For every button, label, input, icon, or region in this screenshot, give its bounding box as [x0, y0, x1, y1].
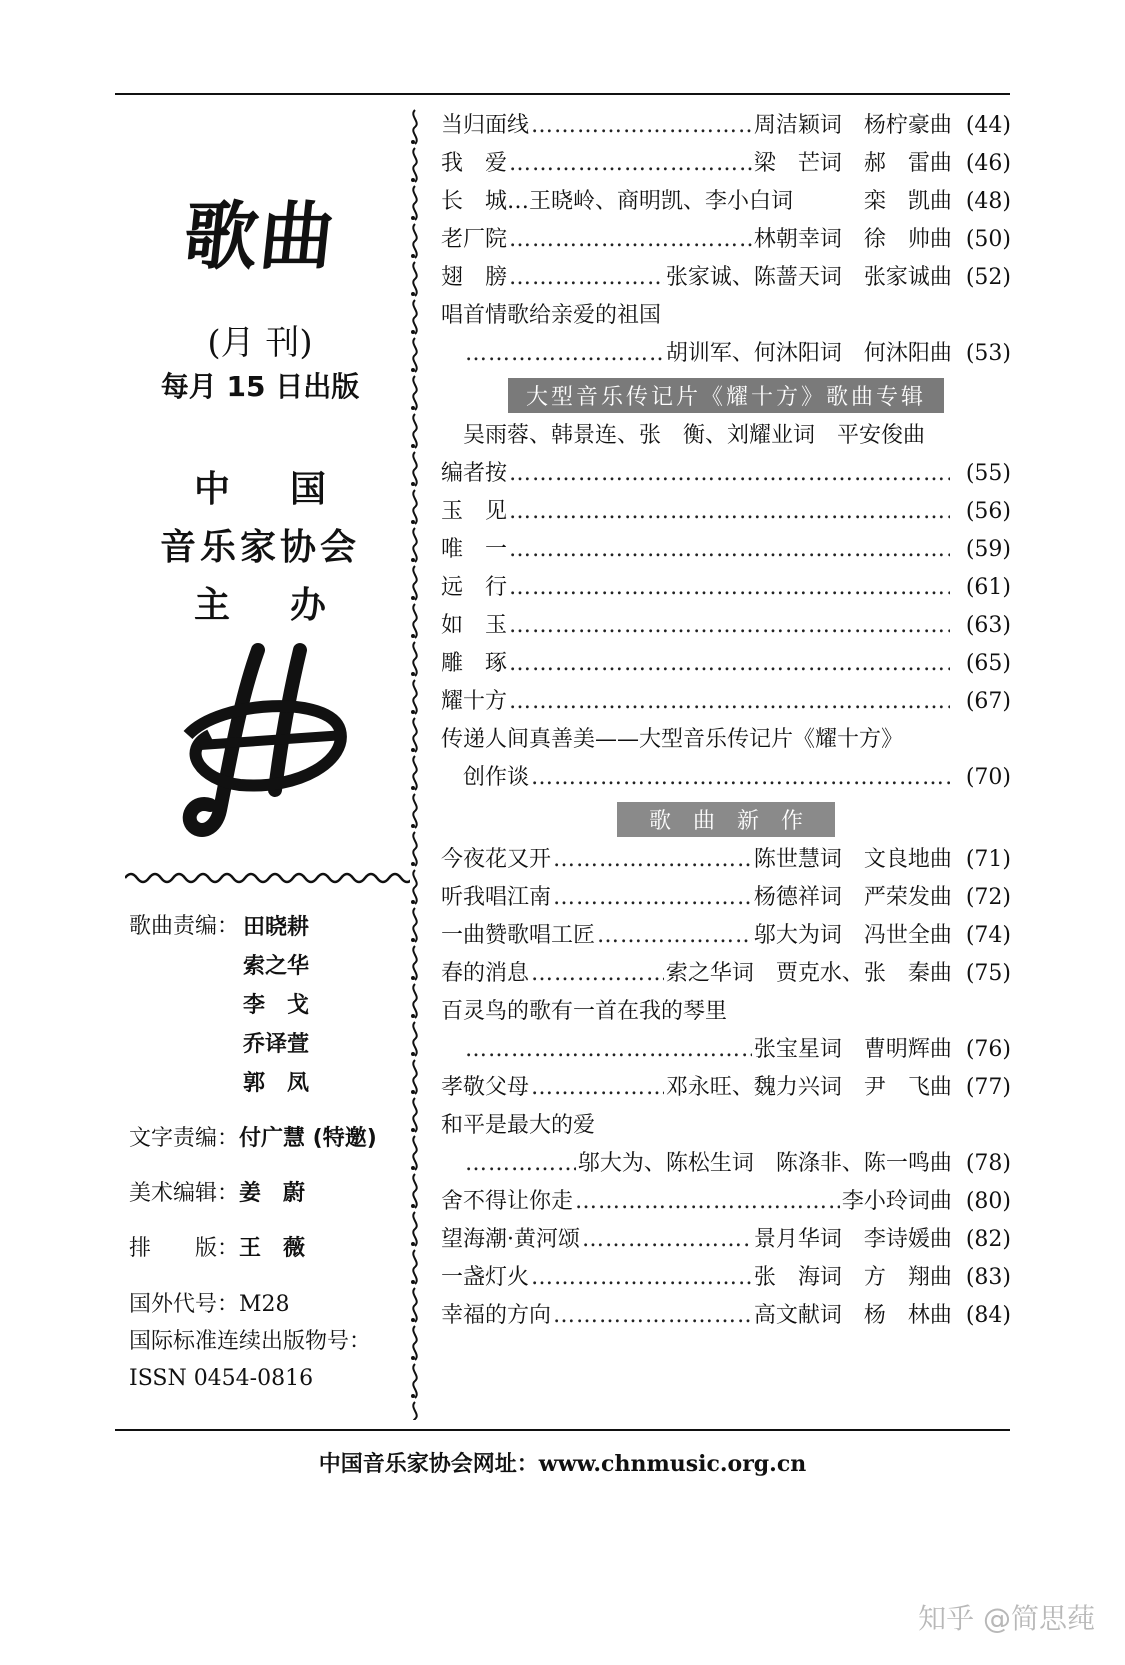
song-editor-name: 田晓耕	[243, 915, 310, 940]
layout-label: 排 版：	[129, 1236, 240, 1261]
toc-page: (48)	[965, 189, 1011, 214]
toc-credit: 张宝星词 曹明辉曲	[753, 1037, 952, 1062]
toc-entry	[441, 493, 1011, 531]
toc-leader-dots	[509, 259, 664, 297]
toc-entry	[441, 107, 1011, 145]
toc-entry	[441, 335, 1011, 373]
watermark: 知乎 @简思莼	[918, 1602, 1095, 1635]
toc-credit: 陈世慧词 文良地曲	[753, 847, 952, 872]
toc-entry	[441, 955, 1011, 993]
toc-leader-dots	[531, 1259, 752, 1297]
music-clef-logo-icon	[180, 640, 350, 840]
toc-leader-dots	[531, 107, 752, 145]
toc-credit: 林朝幸词 徐 帅曲	[753, 227, 952, 252]
toc-page: (65)	[965, 651, 1011, 676]
song-editor-name: 李 戈	[243, 993, 310, 1018]
toc-credit: 梁 芒词 郝 雷曲	[753, 151, 952, 176]
toc-entry	[441, 531, 1011, 569]
art-editor-name: 姜 蔚	[239, 1181, 306, 1206]
publication-schedule: 每月 15 日出版	[160, 370, 360, 403]
magazine-subtitle: (月 刊)	[207, 323, 313, 363]
toc-entry	[441, 1297, 1011, 1335]
toc-entry	[441, 1221, 1011, 1259]
song-editors	[243, 908, 309, 1103]
toc-page: (59)	[965, 537, 1011, 562]
toc-entry	[441, 1145, 1011, 1183]
toc-credit: 索之华词 贾克水、张 秦曲	[665, 961, 952, 986]
toc-leader-dots	[465, 335, 664, 373]
toc-entry	[441, 455, 1011, 493]
toc-leader-dots	[509, 645, 950, 683]
text-editor-label: 文字责编：	[129, 1126, 240, 1151]
toc-page: (55)	[965, 461, 1011, 486]
toc-entry	[441, 297, 1011, 335]
top-rule	[115, 93, 1010, 95]
toc-entry	[441, 759, 1011, 797]
toc-leader-dots	[509, 145, 752, 183]
issn-label: 国际标准连续出版物号：	[129, 1329, 372, 1354]
toc-title: 唯 一	[441, 537, 508, 562]
toc-entry	[441, 1259, 1011, 1297]
toc-entry	[441, 879, 1011, 917]
toc-credit: 景月华词 李诗媛曲	[753, 1227, 952, 1252]
publication-codes	[129, 1286, 371, 1397]
toc-title: 传递人间真善美——大型音乐传记片《耀十方》	[441, 727, 904, 752]
toc-page: (75)	[965, 961, 1011, 986]
toc-title: 一盏灯火	[441, 1265, 530, 1290]
toc-leader-dots	[531, 759, 950, 797]
layout-row	[129, 1230, 305, 1268]
toc-entry	[441, 145, 1011, 183]
toc-title: 孝敬父母	[441, 1075, 530, 1100]
toc-title: 雕 琢	[441, 651, 508, 676]
toc-entry	[441, 607, 1011, 645]
toc-page: (70)	[965, 765, 1011, 790]
toc-leader-dots	[465, 1031, 752, 1069]
toc-page: (56)	[965, 499, 1011, 524]
toc-entry	[441, 841, 1011, 879]
toc-page: (63)	[965, 613, 1011, 638]
toc-entry	[441, 1031, 1011, 1069]
toc-leader-dots	[575, 1183, 840, 1221]
section-banner-label: 大型音乐传记片《耀十方》歌曲专辑	[508, 378, 944, 413]
toc-title: 和平是最大的爱	[441, 1113, 596, 1138]
section-banner-label: 歌曲新作	[617, 802, 835, 837]
section-banner	[441, 797, 1011, 841]
toc-page: (53)	[965, 341, 1011, 366]
toc-title: 创作谈	[463, 765, 530, 790]
toc-entry	[441, 1183, 1011, 1221]
toc-credit: 张 海词 方 翔曲	[753, 1265, 952, 1290]
toc-leader-dots	[553, 841, 752, 879]
left-column	[115, 100, 405, 1425]
toc-credit: 邬大为、陈松生词 陈涤非、陈一鸣曲	[577, 1151, 952, 1176]
song-editor-name: 郭 凤	[243, 1071, 310, 1096]
toc-page: (83)	[965, 1265, 1011, 1290]
toc-credit: 邬大为词 冯世全曲	[753, 923, 952, 948]
toc-page: (76)	[965, 1037, 1011, 1062]
toc-title: 春的消息	[441, 961, 530, 986]
magazine-title: 歌曲	[179, 194, 341, 280]
toc-entry	[441, 183, 1011, 221]
foreign-code: 国外代号：M28	[129, 1292, 290, 1317]
toc-title: 百灵鸟的歌有一首在我的琴里	[441, 999, 728, 1024]
toc-leader-dots	[553, 879, 752, 917]
toc-page: (84)	[965, 1303, 1011, 1328]
toc-entry	[441, 221, 1011, 259]
toc-page: (77)	[965, 1075, 1011, 1100]
layout-name: 王 薇	[239, 1236, 306, 1261]
toc-leader-dots	[597, 917, 752, 955]
toc-leader-dots	[509, 607, 950, 645]
toc-title: 老厂院	[441, 227, 508, 252]
organizer	[115, 460, 405, 634]
toc-page: (74)	[965, 923, 1011, 948]
text-editor-row	[129, 1120, 377, 1158]
wavy-divider-icon	[125, 870, 410, 886]
issn-number: ISSN 0454-0816	[129, 1366, 314, 1391]
toc-entry	[441, 1107, 1011, 1145]
art-editor-row	[129, 1175, 305, 1213]
toc-entry	[441, 645, 1011, 683]
toc-title: 如 玉	[441, 613, 508, 638]
album-credit	[441, 417, 1011, 455]
toc-entry	[441, 721, 1011, 759]
organizer-line1: 中国	[193, 468, 386, 510]
toc-page: (52)	[965, 265, 1011, 290]
toc-leader-dots	[531, 1069, 664, 1107]
toc-page: (44)	[965, 113, 1011, 138]
toc-title: 远 行	[441, 575, 508, 600]
toc-leader-dots	[509, 531, 950, 569]
toc-leader-dots	[509, 455, 950, 493]
toc-title: 编者按	[441, 461, 508, 486]
toc-title: 我 爱	[441, 151, 508, 176]
footer	[0, 1447, 1125, 1478]
toc-page: (67)	[965, 689, 1011, 714]
toc-entry	[441, 1069, 1011, 1107]
footer-url[interactable]: www.chnmusic.org.cn	[538, 1451, 807, 1477]
toc-page: (80)	[965, 1189, 1011, 1214]
toc-credit: 栾 凯曲	[863, 189, 952, 214]
toc-title: 玉 见	[441, 499, 508, 524]
toc-title: 今夜花又开	[441, 847, 552, 872]
toc-entry	[441, 683, 1011, 721]
toc-leader-dots	[509, 569, 950, 607]
organizer-line2: 音乐家协会	[159, 526, 360, 568]
toc-title: 耀十方	[441, 689, 508, 714]
toc-title: 当归面线	[441, 113, 530, 138]
masthead	[115, 194, 405, 280]
treble-clef-divider-icon	[407, 108, 423, 1420]
text-editor-name: 付广慧 (特邀)	[239, 1126, 377, 1151]
toc-leader-dots	[531, 955, 664, 993]
toc-page: (61)	[965, 575, 1011, 600]
toc-title: 唱首情歌给亲爱的祖国	[441, 303, 662, 328]
song-editor-name: 乔译萱	[243, 1032, 310, 1057]
toc-credit: 高文献词 杨 林曲	[753, 1303, 952, 1328]
toc-page: (71)	[965, 847, 1011, 872]
toc-credit: 邓永旺、魏力兴词 尹 飞曲	[665, 1075, 952, 1100]
song-editor-name: 索之华	[243, 954, 310, 979]
toc-page: (50)	[965, 227, 1011, 252]
toc-title: 听我唱江南	[441, 885, 552, 910]
toc-credit: 张家诚、陈蔷天词 张家诚曲	[665, 265, 952, 290]
art-editor-label: 美术编辑：	[129, 1181, 240, 1206]
toc-leader-dots	[553, 1297, 752, 1335]
toc-leader-dots	[465, 1145, 576, 1183]
song-editor-label: 歌曲责编：	[129, 914, 240, 939]
toc-page: (78)	[965, 1151, 1011, 1176]
toc-credit: 周洁颖词 杨柠豪曲	[753, 113, 952, 138]
toc-page: (72)	[965, 885, 1011, 910]
table-of-contents	[441, 107, 1011, 1335]
toc-entry	[441, 569, 1011, 607]
toc-entry	[441, 993, 1011, 1031]
section-banner	[441, 373, 1011, 417]
toc-title: 长 城…王晓岭、商明凯、李小白词	[441, 189, 794, 214]
toc-credit: 李小玲词曲	[841, 1189, 952, 1214]
album-credit-text: 吴雨蓉、韩景连、张 衡、刘耀业词 平安俊曲	[463, 423, 926, 448]
toc-entry	[441, 259, 1011, 297]
toc-leader-dots	[509, 493, 950, 531]
toc-credit: 杨德祥词 严荣发曲	[753, 885, 952, 910]
toc-leader-dots	[509, 221, 752, 259]
toc-title: 舍不得让你走	[441, 1189, 574, 1214]
toc-title: 翅 膀	[441, 265, 508, 290]
toc-title: 幸福的方向	[441, 1303, 552, 1328]
toc-entry	[441, 917, 1011, 955]
organizer-line3: 主办	[193, 584, 386, 626]
toc-leader-dots	[509, 683, 950, 721]
toc-page: (46)	[965, 151, 1011, 176]
toc-credit: 胡训军、何沐阳词 何沐阳曲	[665, 341, 952, 366]
toc-title: 望海潮·黄河颂	[441, 1227, 580, 1252]
footer-label: 中国音乐家协会网址：	[318, 1452, 539, 1477]
bottom-rule	[115, 1429, 1010, 1431]
toc-page: (82)	[965, 1227, 1011, 1252]
toc-title: 一曲赞歌唱工匠	[441, 923, 596, 948]
toc-leader-dots	[582, 1221, 752, 1259]
